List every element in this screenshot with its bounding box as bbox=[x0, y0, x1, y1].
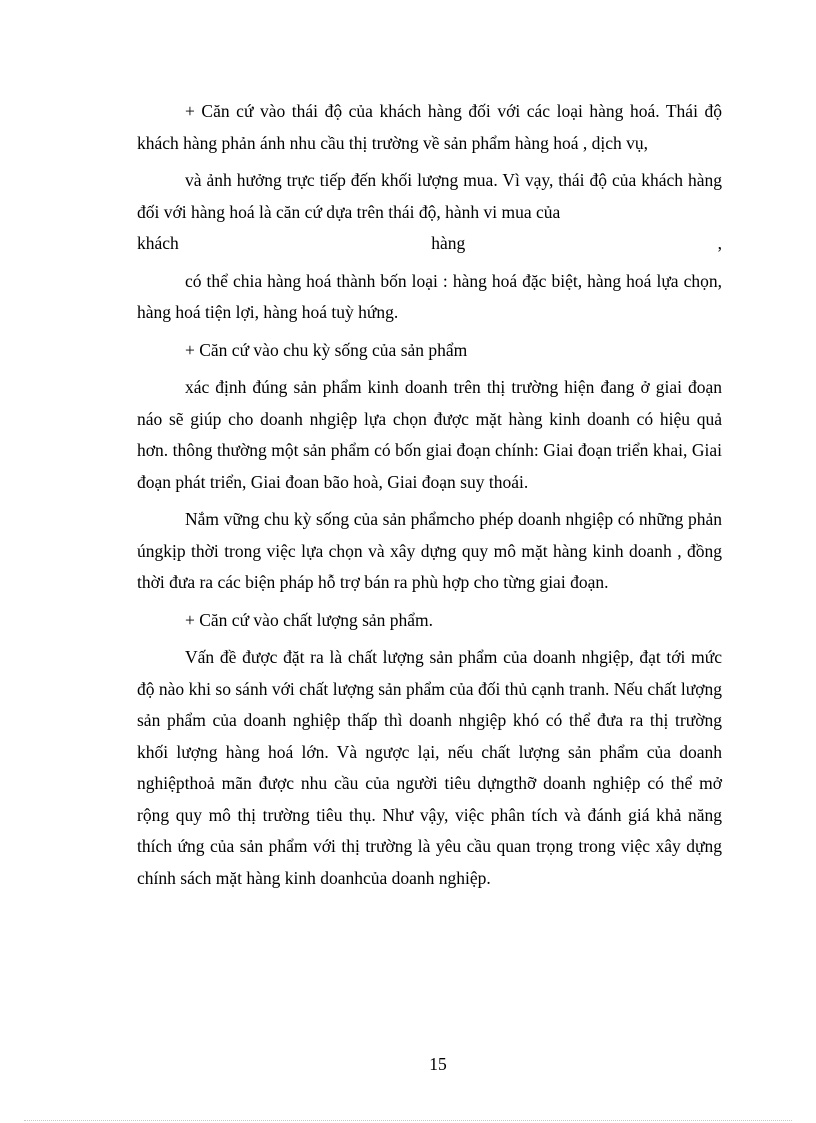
document-body bbox=[137, 96, 722, 894]
paragraph-customer-line: khách hàng , bbox=[137, 233, 722, 253]
paragraph-quality-analysis: Vấn đề được đặt ra là chất lượng sản phẩm của doanh nhgiệp, đạt tới mức độ nào khi so sánh với chất lượng sản phẩm của đối thủ cạnh tranh. Nếu chất lượng sản phẩm của doanh nghiệp thấp thì doanh nhgiệp khó có thể đưa ra thị trường khối lượng hàng hoá lớn. Và ngược lại, nếu chất lượng sản phẩm của doanh nghiệpthoả mãn được nhu cầu của người tiêu dựngthỡ doanh nghiệp có thể mở rộng quy mô thị trường tiêu thụ. Như vậy, việc phân tích và đánh giá khả năng thích ứng của sản phẩm với thị trường là yêu cầu quan trọng trong việc xây dựng chính sách mặt hàng kinh doanhcủa doanh nghiệp. bbox=[137, 647, 722, 888]
paragraph-quality-heading: + Căn cứ vào chất lượng sản phẩm. bbox=[185, 609, 434, 630]
paragraph-purchase-impact: và ảnh hưởng trực tiếp đến khối lượng mua. Vì vạy, thái độ của khách hàng đối với hàng hoá là căn cứ dựa trên thái độ, hành vi mua của bbox=[137, 170, 722, 222]
paragraph-lifecycle-mastery: Nắm vững chu kỳ sống của sản phẩmcho phép doanh nhgiệp có những phản úngkịp thời trong việc lựa chọn và xây dựng quy mô mặt hàng kinh doanh , đồng thời đưa ra các biện pháp hỗ trợ bán ra phù hợp cho từng giai đoạn. bbox=[137, 509, 722, 592]
paragraph-lifecycle-heading: + Căn cứ vào chu kỳ sống của sản phẩm bbox=[185, 339, 468, 360]
page-bottom-rule bbox=[24, 1120, 792, 1121]
paragraph-goods-types: có thể chia hàng hoá thành bốn loại : hàng hoá đặc biệt, hàng hoá lựa chọn, hàng hoá tiện lợi, hàng hoá tuỳ hứng. bbox=[137, 270, 722, 322]
paragraph-lifecycle-stages: xác định đúng sản phẩm kinh doanh trên thị trường hiện đang ở giai đoạn náo sẽ giúp cho doanh nhgiệp lựa chọn được mặt hàng kinh doanh có hiệu quả hơn. thông thường một sản phẩm có bốn giai đoạn chính: Giai đoạn triển khai, Giai đoạn phát triển, Giai đoan bão hoà, Giai đoạn suy thoái. bbox=[137, 377, 722, 492]
page-number: 15 bbox=[429, 1054, 447, 1074]
paragraph-customer-attitude: + Căn cứ vào thái độ của khách hàng đối với các loại hàng hoá. Thái độ khách hàng phản ánh nhu cầu thị trường về sản phẩm hàng hoá , dịch vụ, bbox=[137, 101, 722, 153]
